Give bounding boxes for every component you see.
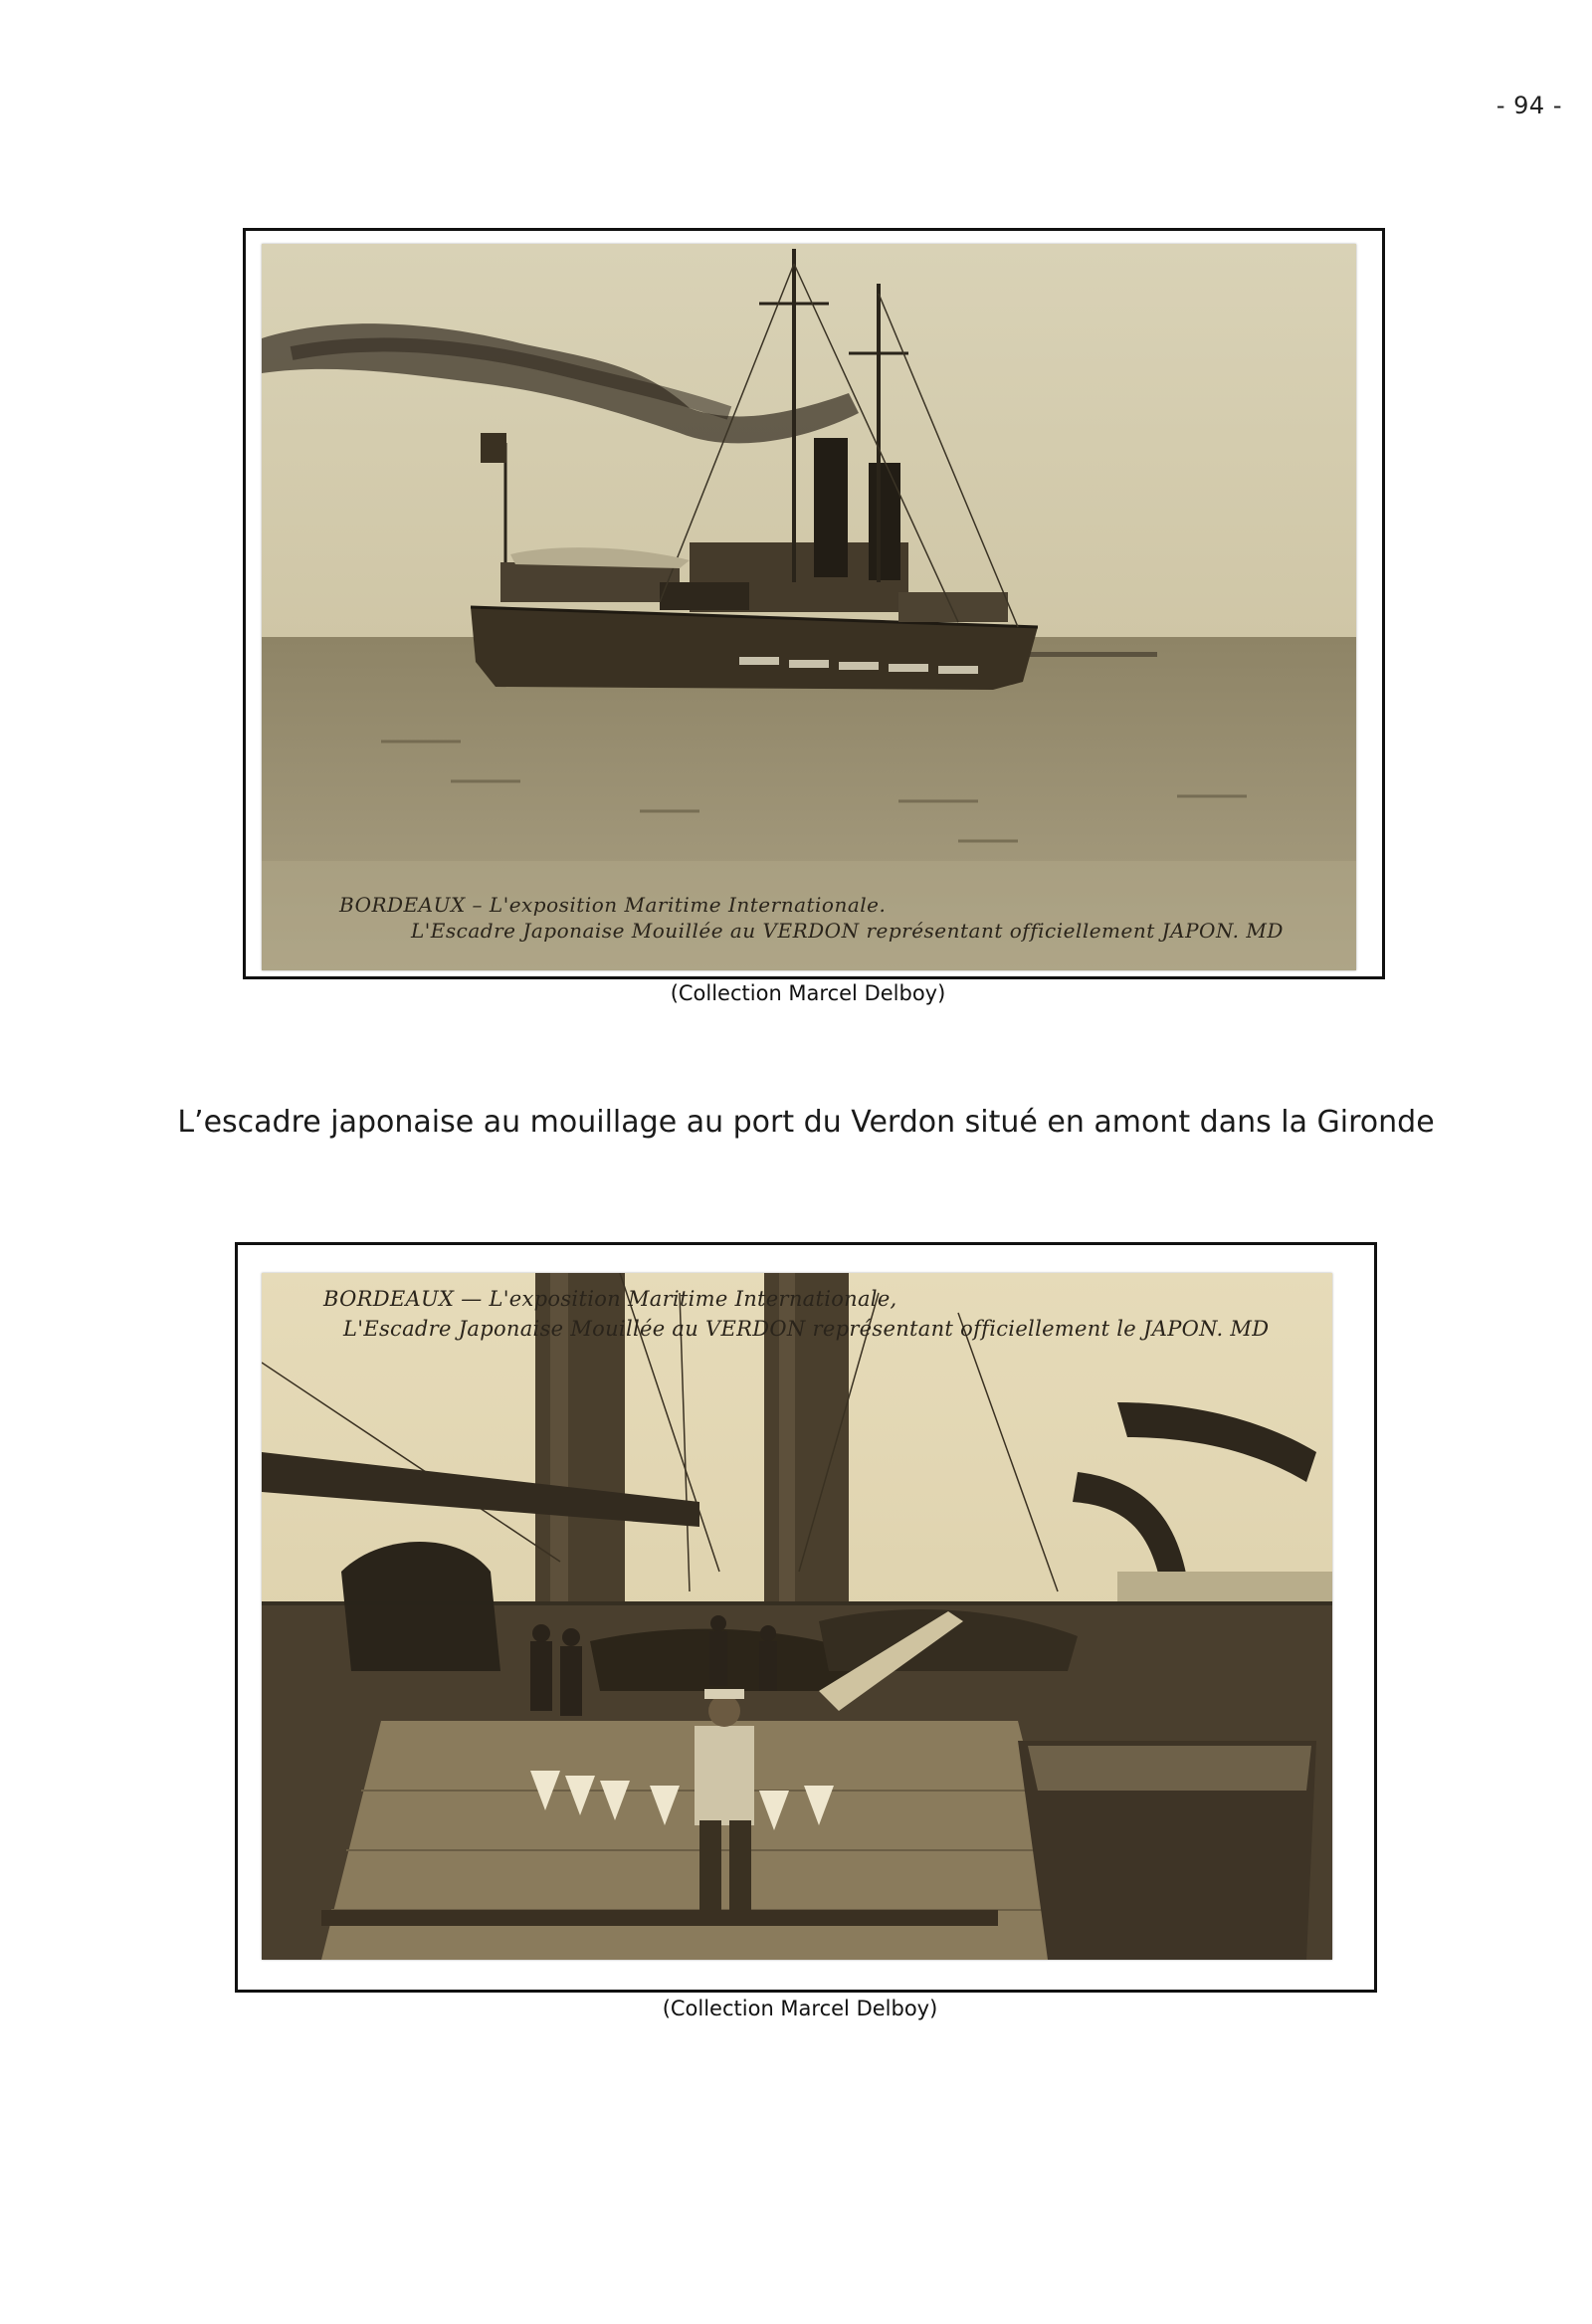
postcard-caption-line1: BORDEAUX – L'exposition Maritime Internationale. — [339, 893, 887, 917]
postcard-frame-bottom — [235, 1242, 1377, 1993]
page-number: - 94 - — [1495, 92, 1562, 119]
postcard-frame-top — [243, 228, 1385, 979]
photo-credit-top: (Collection Marcel Delboy) — [670, 981, 946, 1005]
postcard-battleship-photo — [262, 244, 1356, 970]
postcard-deck-photo — [262, 1273, 1332, 1960]
postcard-caption-line2: L'Escadre Japonaise Mouillée au VERDON représentant officiellement le JAPON. MD — [343, 1317, 1270, 1341]
photo-credit-bottom: (Collection Marcel Delboy) — [662, 1997, 938, 2020]
postcard-caption-line1: BORDEAUX — L'exposition Maritime Internationale, — [323, 1287, 897, 1311]
battleship-image — [262, 244, 1356, 970]
postcard-caption-line2: L'Escadre Japonaise Mouillée au VERDON représentant officiellement JAPON. MD — [411, 919, 1284, 943]
ship-deck-image — [262, 1273, 1332, 1960]
page-heading: L’escadre japonaise au mouillage au port du Verdon situé en amont dans la Gironde — [177, 1105, 1435, 1140]
